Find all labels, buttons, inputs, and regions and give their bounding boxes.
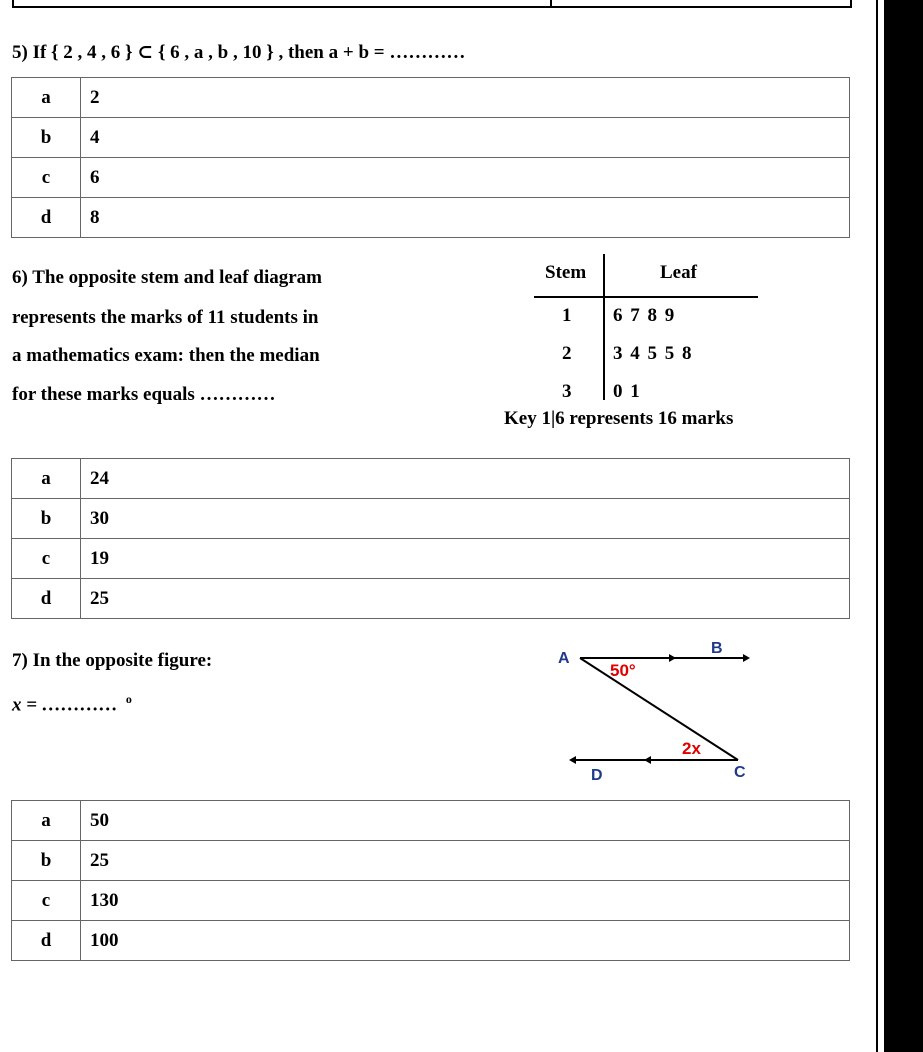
arrow-d-icon: [569, 756, 576, 764]
angle-bottom-label: 2x: [682, 739, 701, 758]
arrow-mid-bottom-icon: [644, 756, 651, 764]
label-b: B: [711, 640, 723, 657]
arrow-mid-top-icon: [669, 654, 676, 662]
stem-leaf-horizontal-line: [534, 296, 758, 298]
leaf-values: 3 4 5 5 8: [613, 343, 692, 364]
label-a: A: [558, 650, 570, 667]
stem-header: Stem: [545, 262, 587, 283]
stem-value: 1: [562, 305, 572, 326]
leaf-header: Leaf: [660, 262, 697, 283]
option-row[interactable]: [12, 459, 850, 499]
question-6-line-3: a mathematics exam: then the median: [12, 345, 320, 366]
transversal-ac: [580, 658, 738, 760]
table-divider: [550, 0, 552, 8]
option-value: 8: [81, 198, 850, 238]
option-letter: d: [12, 579, 81, 619]
option-value: 130: [81, 881, 850, 921]
option-value: 19: [81, 539, 850, 579]
option-row[interactable]: [12, 881, 850, 921]
question-6-line-1: 6) The opposite stem and leaf diagram: [12, 267, 322, 288]
option-row[interactable]: [12, 198, 850, 238]
label-c: C: [734, 764, 746, 781]
option-value: 2: [81, 78, 850, 118]
option-row[interactable]: [12, 158, 850, 198]
option-letter: d: [12, 921, 81, 961]
page-edge-stripe: [878, 0, 884, 1052]
option-row[interactable]: [12, 841, 850, 881]
option-letter: a: [12, 459, 81, 499]
question-5-options: [11, 77, 850, 238]
option-row[interactable]: [12, 118, 850, 158]
answer-blank: x = …………: [12, 694, 118, 716]
option-value: 24: [81, 459, 850, 499]
option-value: 25: [81, 579, 850, 619]
option-value: 25: [81, 841, 850, 881]
stem-value: 3: [562, 381, 572, 402]
question-6-line-2: represents the marks of 11 students in: [12, 307, 319, 328]
figure-lines: [576, 658, 743, 760]
option-letter: a: [12, 801, 81, 841]
option-letter: a: [12, 78, 81, 118]
option-letter: b: [12, 118, 81, 158]
question-6-line-4: for these marks equals …………: [12, 384, 276, 405]
option-letter: c: [12, 158, 81, 198]
degree-symbol: o: [125, 692, 132, 706]
option-row[interactable]: [12, 921, 850, 961]
label-d: D: [591, 767, 603, 784]
stem-value: 2: [562, 343, 572, 364]
parallel-lines-figure: [548, 630, 768, 790]
question-7-title: 7) In the opposite figure:: [12, 650, 213, 671]
option-value: 30: [81, 499, 850, 539]
angle-top-label: 50°: [610, 661, 636, 680]
option-row[interactable]: [12, 579, 850, 619]
option-value: 50: [81, 801, 850, 841]
option-row[interactable]: [12, 539, 850, 579]
question-6-options: [11, 458, 850, 619]
stem-leaf-key: Key 1|6 represents 16 marks: [504, 408, 734, 429]
page-edge-bar: [876, 0, 923, 1052]
previous-question-table-edge: [12, 0, 852, 8]
option-row[interactable]: [12, 499, 850, 539]
option-letter: d: [12, 198, 81, 238]
option-value: 6: [81, 158, 850, 198]
arrow-b-icon: [743, 654, 750, 662]
option-row[interactable]: [12, 801, 850, 841]
option-letter: c: [12, 881, 81, 921]
question-7-options: [11, 800, 850, 961]
option-letter: b: [12, 841, 81, 881]
option-letter: b: [12, 499, 81, 539]
option-letter: c: [12, 539, 81, 579]
leaf-values: 0 1: [613, 381, 640, 402]
stem-leaf-vertical-line: [603, 254, 605, 400]
option-row[interactable]: [12, 78, 850, 118]
option-value: 100: [81, 921, 850, 961]
option-value: 4: [81, 118, 850, 158]
question-5-text: 5) If { 2 , 4 , 6 } ⊂ { 6 , a , b , 10 } , then a + b = …………: [12, 42, 466, 63]
question-7-answer-line: [12, 688, 132, 716]
leaf-values: 6 7 8 9: [613, 305, 675, 326]
